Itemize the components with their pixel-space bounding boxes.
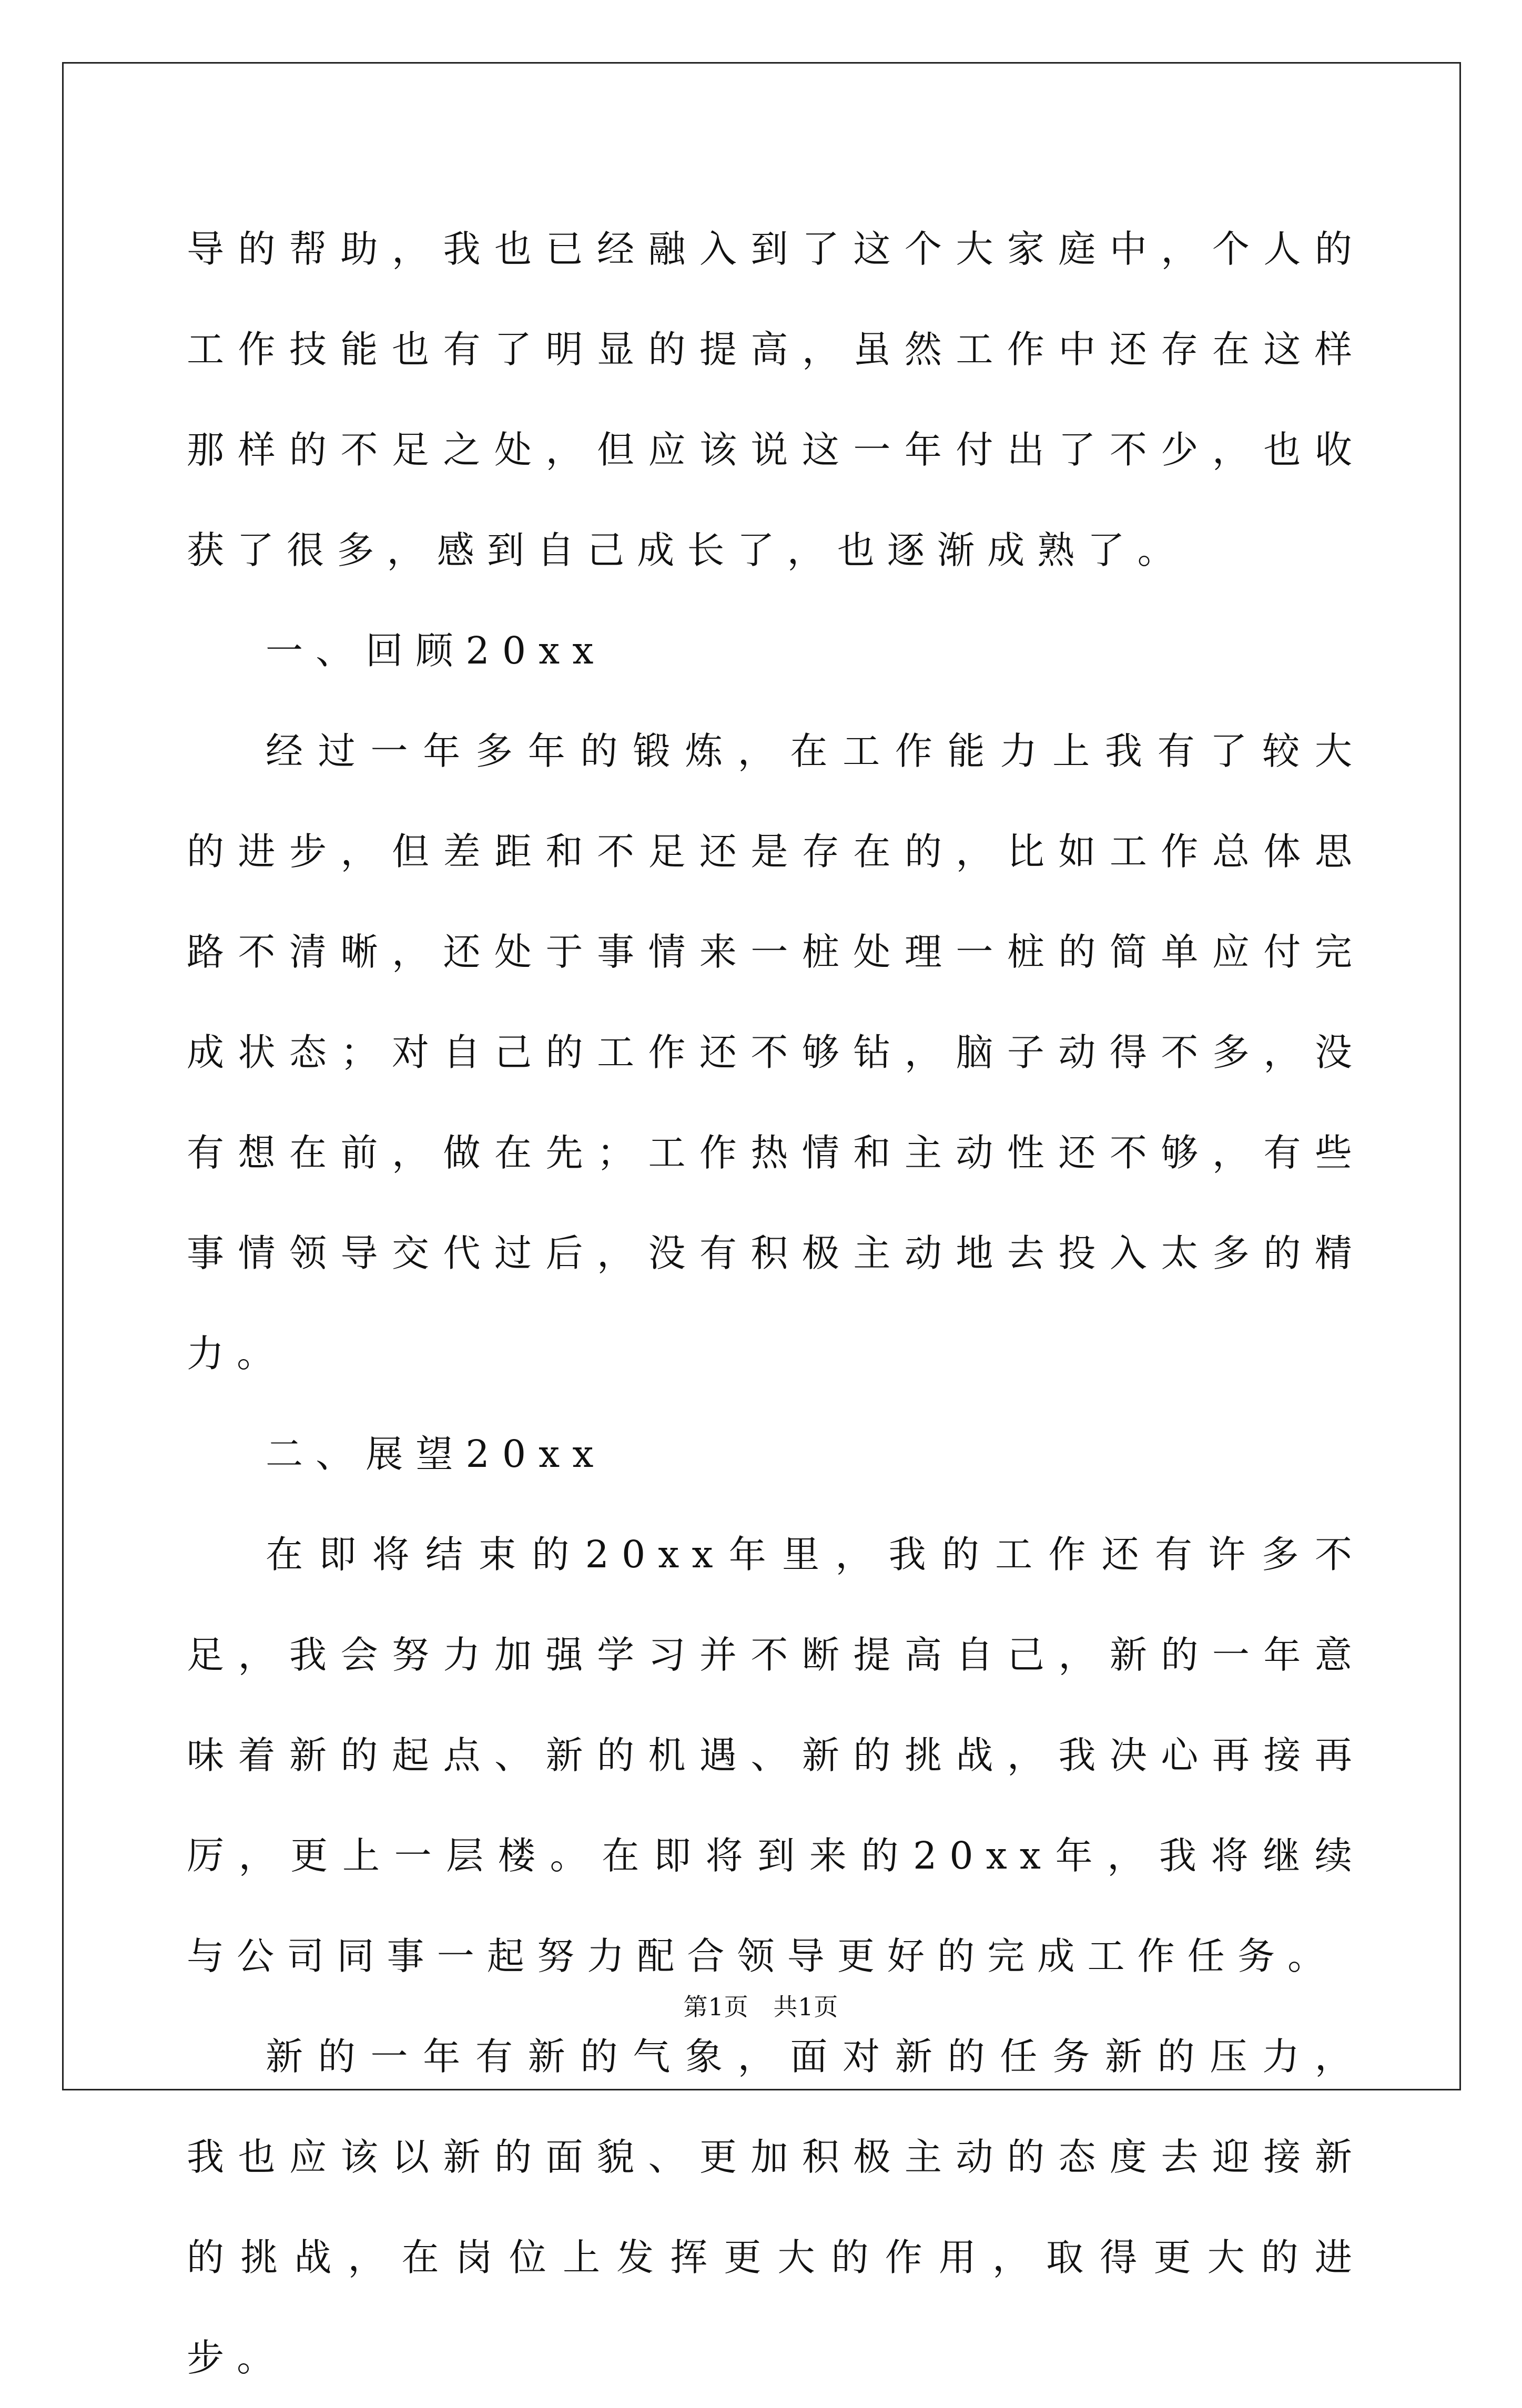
paragraph-continuation: 导的帮助，我也已经融入到了这个大家庭中，个人的工作技能也有了明显的提高，虽然工作中还存在这样那样的不足之处，但应该说这一年付出了不少，也收获了很多，感到自己成长了，也逐渐成熟了。 (187, 227, 1365, 572)
page-total: 共1页 (773, 1993, 839, 2021)
heading-review: 一、回顾20xx (266, 629, 606, 672)
paragraph-new-year: 新的一年有新的气象，面对新的任务新的压力，我也应该以新的面貌、更加积极主动的态度去迎接新的挑战，在岗位上发挥更大的作用，取得更大的进步。 (187, 2035, 1365, 2380)
paragraph-outlook-body: 在即将结束的20xx年里，我的工作还有许多不足，我会努力加强学习并不断提高自己，新的一年意味着新的起点、新的机遇、新的挑战，我决心再接再厉，更上一层楼。在即将到来的20xx年，我将继续与公司同事一起努力配合领导更好的完成工作任务。 (187, 1533, 1365, 1978)
document-body (187, 199, 1365, 2408)
heading-outlook: 二、展望20xx (266, 1432, 606, 1476)
page-footer (0, 1991, 1522, 2023)
paragraph-review-body: 经过一年多年的锻炼，在工作能力上我有了较大的进步，但差距和不足还是存在的，比如工作总体思路不清晰，还处于事情来一桩处理一桩的简单应付完成状态；对自己的工作还不够钻，脑子动得不多，没有想在前，做在先；工作热情和主动性还不够，有些事情领导交代过后，没有积极主动地去投入太多的精力。 (187, 729, 1365, 1375)
page-number: 第1页 (683, 1993, 749, 2021)
